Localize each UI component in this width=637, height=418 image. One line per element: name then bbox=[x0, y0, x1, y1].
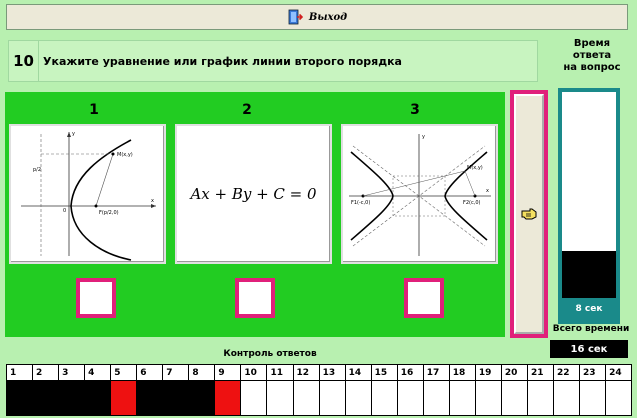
option-2-number: 2 bbox=[242, 102, 252, 118]
question-cell-status bbox=[424, 381, 449, 415]
question-cell-18 bbox=[450, 365, 476, 415]
question-cell-status bbox=[476, 381, 501, 415]
option-1-checkbox[interactable] bbox=[76, 278, 116, 318]
question-cell-number: 17 bbox=[424, 365, 449, 381]
question-cell-number: 12 bbox=[294, 365, 319, 381]
svg-text:y: y bbox=[422, 134, 425, 140]
question-cell-23 bbox=[580, 365, 606, 415]
exit-button[interactable] bbox=[6, 4, 628, 30]
question-cell-7 bbox=[163, 365, 189, 415]
question-cell-number: 4 bbox=[85, 365, 110, 381]
question-cell-status bbox=[33, 381, 58, 415]
svg-text:x: x bbox=[151, 198, 154, 204]
question-cell-number: 2 bbox=[33, 365, 58, 381]
question-cell-status bbox=[163, 381, 188, 415]
question-cell-number: 24 bbox=[606, 365, 631, 381]
option-3-card[interactable] bbox=[341, 124, 498, 264]
answers-panel bbox=[5, 92, 505, 337]
question-cell-15 bbox=[372, 365, 398, 415]
question-cell-6 bbox=[137, 365, 163, 415]
question-cell-19 bbox=[476, 365, 502, 415]
question-cell-status bbox=[502, 381, 527, 415]
question-cell-number: 10 bbox=[241, 365, 266, 381]
question-cell-number: 16 bbox=[398, 365, 423, 381]
total-time-value: 16 сек bbox=[550, 340, 628, 358]
question-cell-number: 19 bbox=[476, 365, 501, 381]
hyperbola-graph bbox=[343, 126, 496, 262]
timer-fill bbox=[562, 251, 616, 298]
question-cell-number: 23 bbox=[580, 365, 605, 381]
question-cell-status bbox=[59, 381, 84, 415]
option-2-checkbox[interactable] bbox=[235, 278, 275, 318]
question-cell-17 bbox=[424, 365, 450, 415]
question-cell-status bbox=[189, 381, 214, 415]
question-cell-number: 20 bbox=[502, 365, 527, 381]
question-cell-number: 1 bbox=[7, 365, 32, 381]
answers-control-grid bbox=[6, 364, 632, 416]
question-cell-status bbox=[528, 381, 553, 415]
question-cell-number: 8 bbox=[189, 365, 214, 381]
question-cell-number: 22 bbox=[554, 365, 579, 381]
svg-text:F2(c,0): F2(c,0) bbox=[463, 200, 481, 206]
exit-label: Выход bbox=[308, 11, 348, 23]
question-cell-status bbox=[7, 381, 32, 415]
question-cell-number: 13 bbox=[320, 365, 345, 381]
total-time-label: Всего времени bbox=[552, 324, 630, 334]
question-panel bbox=[8, 40, 538, 82]
option-1-card[interactable] bbox=[9, 124, 166, 264]
exit-door-icon bbox=[287, 9, 303, 25]
question-cell-status bbox=[215, 381, 240, 415]
timer-title: Время ответа на вопрос bbox=[563, 38, 621, 73]
question-cell-status bbox=[294, 381, 319, 415]
svg-text:p/2: p/2 bbox=[33, 167, 42, 173]
question-cell-status bbox=[267, 381, 292, 415]
question-cell-number: 14 bbox=[346, 365, 371, 381]
question-cell-number: 21 bbox=[528, 365, 553, 381]
question-cell-number: 9 bbox=[215, 365, 240, 381]
svg-text:M(x,y): M(x,y) bbox=[467, 165, 483, 171]
svg-text:F(p/2,0): F(p/2,0) bbox=[99, 210, 119, 216]
question-cell-status bbox=[137, 381, 162, 415]
svg-text:M(x,y): M(x,y) bbox=[117, 152, 133, 158]
question-cell-status bbox=[554, 381, 579, 415]
question-cell-21 bbox=[528, 365, 554, 415]
question-cell-8 bbox=[189, 365, 215, 415]
svg-text:F1(-c,0): F1(-c,0) bbox=[351, 200, 371, 206]
question-number: 10 bbox=[9, 41, 39, 81]
timer-value: 8 сек bbox=[575, 304, 603, 314]
question-cell-status bbox=[320, 381, 345, 415]
question-cell-status bbox=[606, 381, 631, 415]
option-3-checkbox[interactable] bbox=[404, 278, 444, 318]
answer-timer bbox=[558, 88, 620, 324]
question-cell-2 bbox=[33, 365, 59, 415]
option-3-number: 3 bbox=[410, 102, 420, 118]
option-1-number: 1 bbox=[89, 102, 99, 118]
option-2-card[interactable] bbox=[175, 124, 332, 264]
question-cell-status bbox=[398, 381, 423, 415]
question-cell-status bbox=[580, 381, 605, 415]
question-cell-3 bbox=[59, 365, 85, 415]
question-cell-status bbox=[372, 381, 397, 415]
question-cell-status bbox=[85, 381, 110, 415]
question-cell-status bbox=[450, 381, 475, 415]
question-cell-24 bbox=[606, 365, 631, 415]
question-cell-14 bbox=[346, 365, 372, 415]
answers-control-label: Контроль ответов bbox=[223, 349, 317, 359]
question-cell-1 bbox=[7, 365, 33, 415]
question-cell-number: 11 bbox=[267, 365, 292, 381]
question-cell-4 bbox=[85, 365, 111, 415]
question-cell-9 bbox=[215, 365, 241, 415]
question-cell-22 bbox=[554, 365, 580, 415]
question-cell-number: 18 bbox=[450, 365, 475, 381]
question-cell-number: 3 bbox=[59, 365, 84, 381]
timer-progress-bar bbox=[562, 92, 616, 298]
question-cell-10 bbox=[241, 365, 267, 415]
question-cell-number: 7 bbox=[163, 365, 188, 381]
submit-button-frame bbox=[510, 90, 548, 338]
question-cell-number: 5 bbox=[111, 365, 136, 381]
question-cell-20 bbox=[502, 365, 528, 415]
svg-text:0: 0 bbox=[63, 208, 67, 214]
question-cell-status bbox=[111, 381, 136, 415]
equation-text: Ax + By + C = 0 bbox=[190, 185, 317, 203]
question-cell-13 bbox=[320, 365, 346, 415]
svg-text:y: y bbox=[72, 131, 75, 137]
parabola-graph bbox=[11, 126, 164, 262]
submit-button[interactable] bbox=[514, 94, 544, 334]
svg-text:x: x bbox=[486, 188, 489, 194]
question-cell-status bbox=[346, 381, 371, 415]
question-cell-11 bbox=[267, 365, 293, 415]
question-cell-number: 15 bbox=[372, 365, 397, 381]
question-text: Укажите уравнение или график линии второго порядка bbox=[43, 54, 402, 68]
pointing-hand-icon bbox=[521, 205, 537, 224]
question-cell-5 bbox=[111, 365, 137, 415]
question-cell-number: 6 bbox=[137, 365, 162, 381]
question-cell-status bbox=[241, 381, 266, 415]
question-cell-12 bbox=[294, 365, 320, 415]
question-cell-16 bbox=[398, 365, 424, 415]
